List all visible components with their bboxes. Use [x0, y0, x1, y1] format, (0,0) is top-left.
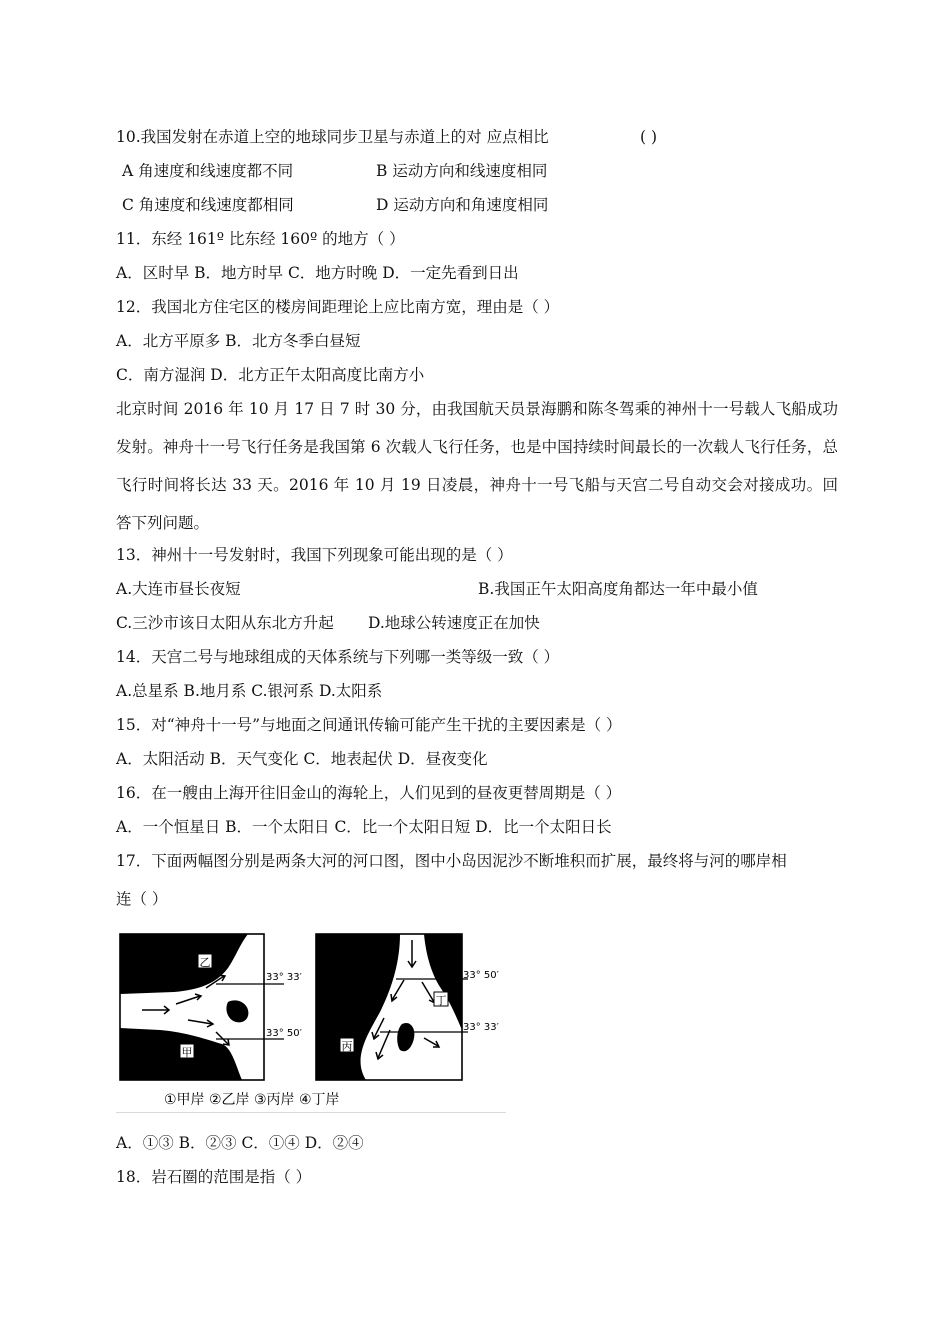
figure-divider	[116, 1112, 506, 1113]
reading-passage: 北京时间 2016 年 10 月 17 日 7 时 30 分，由我国航天员景海鹏和陈冬驾乘的神州十一号载人飞船成功发射。神舟十一号飞行任务是我国第 6 次载人飞行任务，也是中国持续时间最长的一次载人飞行任务，总飞行时间将长达 33 天。2016 年 10 月 19 日凌晨，神舟十一号飞船与天宫二号自动交会对接成功。回答下列问题。	[116, 400, 838, 532]
q10-option-a: A 角速度和线速度都不同	[122, 162, 294, 180]
bank-label-ding: 丁	[435, 994, 447, 1007]
q13-option-c: C.三沙市该日太阳从东北方升起	[116, 614, 334, 632]
q13-option-a: A.大连市昼长夜短	[116, 580, 241, 598]
q16-options: A．一个恒星日 B．一个太阳日 C．比一个太阳日短 D．比一个太阳日长	[116, 818, 612, 836]
q15-options: A．太阳活动 B．天气变化 C．地表起伏 D．昼夜变化	[116, 750, 488, 768]
latitude-label-right-top: 33° 50′	[463, 970, 499, 981]
q15-stem: 15．对“神舟十一号”与地面之间通讯传输可能产生干扰的主要因素是（ ）	[116, 716, 622, 734]
q10-stem: 10.我国发射在赤道上空的地球同步卫星与赤道上的对 应点相比	[116, 128, 549, 146]
q10-option-d: D 运动方向和角速度相同	[376, 196, 549, 214]
bank-label-jia: 甲	[181, 1046, 193, 1059]
q14-stem: 14．天宫二号与地球组成的天体系统与下列哪一类等级一致（ ）	[116, 648, 560, 666]
q13-stem: 13．神州十一号发射时，我国下列现象可能出现的是（ ）	[116, 546, 513, 564]
q17-stem-line1: 17．下面两幅图分别是两条大河的河口图，图中小岛因泥沙不断堆积而扩展，最终将与河的哪岸相	[116, 852, 787, 870]
latitude-label-left-top: 33° 33′	[266, 972, 302, 983]
q17-stem-line2: 连（ ）	[116, 890, 168, 908]
q12-options-ab: A．北方平原多 B．北方冬季白昼短	[116, 332, 361, 350]
q12-stem: 12．我国北方住宅区的楼房间距理论上应比南方宽，理由是（ ）	[116, 298, 560, 316]
q10-option-c: C 角速度和线速度都相同	[122, 196, 294, 214]
bank-label-bing: 丙	[341, 1040, 353, 1053]
figure-legend: ①甲岸 ②乙岸 ③丙岸 ④丁岸	[164, 1092, 340, 1108]
estuary-maps-figure	[116, 926, 506, 1112]
latitude-label-left-bottom: 33° 50′	[266, 1028, 302, 1039]
q13-option-d: D.地球公转速度正在加快	[368, 614, 540, 632]
q17-options: A．①③ B．②③ C．①④ D．②④	[116, 1134, 364, 1152]
q10-answer-bracket: ( )	[640, 128, 658, 146]
q14-options: A.总星系 B.地月系 C.银河系 D.太阳系	[116, 682, 383, 700]
bank-label-yi: 乙	[199, 956, 211, 969]
latitude-label-right-bottom: 33° 33′	[463, 1022, 499, 1033]
q11-options: A．区时早 B．地方时早 C．地方时晚 D．一定先看到日出	[116, 264, 519, 282]
q11-stem: 11．东经 161º 比东经 160º 的地方（ ）	[116, 230, 405, 248]
q16-stem: 16．在一艘由上海开往旧金山的海轮上，人们见到的昼夜更替周期是（ ）	[116, 784, 622, 802]
q18-stem: 18．岩石圈的范围是指（ ）	[116, 1168, 312, 1186]
q13-option-b: B.我国正午太阳高度角都达一年中最小值	[478, 580, 758, 598]
q10-option-b: B 运动方向和线速度相同	[376, 162, 548, 180]
q12-options-cd: C．南方湿润 D．北方正午太阳高度比南方小	[116, 366, 425, 384]
